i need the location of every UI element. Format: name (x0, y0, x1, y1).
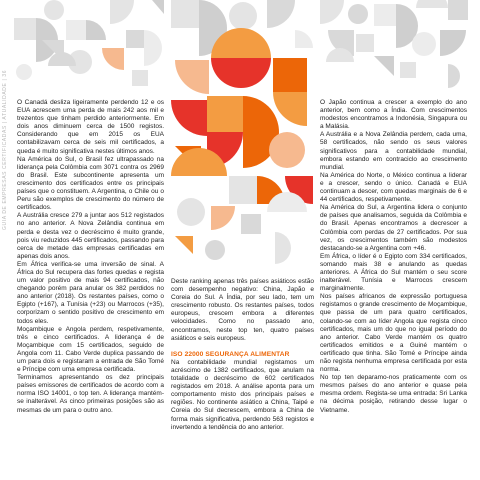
paragraph: O Japão continua a crescer a exemplo do ano anterior, bem como a Índia. Com crescimentos modestos encontramos a Indonésia, Singapura ou a Malásia. (320, 99, 467, 131)
text-column-2 (171, 278, 314, 432)
paragraph: O Canadá desliza ligeiramente perdendo 12 e os EUA acrescem uma perda de mais 242 aos mil e trezentos que tinham perdido anteriormente. Em dois anos diminuem cerca de 1500 registos. Considerando que em 2015 os EUA contabilizavam cerca de seis mil certificados, a queda é muito significativa nestes últimos anos. (17, 99, 164, 155)
paragraph: Na América do Sul, o Brasil fez ultrapassado na liderança pela Colômbia com 3071 contra os 2969 do Brasil. Este subcontinente apresenta um crescimento dos certificados entre os principais países que o constituem. A Argentina, o Chile ou o Peru são exemplos de crescimento do número de certificados. (17, 155, 164, 212)
paragraph: Nos países africanos de expressão portuguesa registamos o grande crescimento de Moçambique, que passa de um para quatro certificados, colando-se com ao líder Angola que regista cinco certificados, mais um do que no igual período do ano anterior. Cabo Verde mantém os quatro certificados emitidos e a Guiné mantém o certificado que tinha. São Tomé e Príncipe ainda não regista nenhuma empresa certificada por esta norma. (320, 293, 467, 374)
paragraph: A Austrália e a Nova Zelândia perdem, cada uma, 58 certificados, não sendo os seus valores significativos para a contabilidade mundial, embora estando em contraciclo ao crescimento mundial. (320, 131, 467, 171)
text-column-3 (320, 99, 467, 415)
decorative-pattern-left (14, 0, 164, 92)
running-header-text: GUIA DE EMPRESAS CERTIFICADAS | ATUALIDADE | (2, 78, 8, 231)
paragraph: Em África verifica-se uma inversão de sinal. A África do Sul recupera das fortes quedas e regista um valor positivo de mais 94 certificados, não chegando porém para anular os 382 perdidos no ano anterior (2018). Os restantes países, como o Egipto (+167), a Tunísia (+23) ou Marrocos (+35), corporizam o sentido positivo de crescimento em todos eles. (17, 260, 164, 325)
text-column-1 (17, 99, 164, 415)
paragraph: Na América do Sul, a Argentina lidera o conjunto de países que analisamos, seguida da Colômbia e do Brasil. Apenas encontramos a decrescer a Colômbia com perdas de 27 certificados. Por sua vez, os crescimentos também são modestos destacando-se a Argentina com +46. (320, 204, 467, 252)
paragraph: Terminamos apresentando os dez principais países emissores de certificados de acordo com a norma ISO 14001, o top ten. A liderança mantém-se inalterável. As cinco primeiras posições são as mesmas de um para o outro ano. (17, 374, 164, 414)
geometric-shapes-right (320, 0, 470, 92)
page-number: 36 (2, 70, 8, 77)
paragraph: No top ten deparamo-nos praticamente com os mesmos países do ano anterior e quase pela mesma ordem. Regista-se uma entrada: Sri Lanka na décima posição, retirando desse lugar o Vietname. (320, 374, 467, 414)
decorative-pattern-right (320, 0, 470, 92)
geometric-shapes-left (14, 0, 164, 92)
decorative-pattern-center (171, 0, 314, 268)
paragraph: Na América do Norte, o México continua a liderar e a crescer, sendo o único. Canadá e EUA continuam a descer, com quedas marginais de 6 e 44 certificados, respetivamente. (320, 171, 467, 204)
paragraph: A Austrália cresce 279 a juntar aos 512 registados no ano anterior. A Nova Zelândia continua em perda e desta vez o decréscimo é muito grande, pois viu reduzidos 445 certificados, passando para cerca de metade das empresas certificadas em apenas dois anos. (17, 212, 164, 260)
running-header (2, 70, 12, 400)
geometric-shapes-center (171, 0, 314, 268)
paragraph: Em África, o líder é o Egipto com 334 certificados, somando mais 38 e anulando as quedas anteriores. A África do Sul mantém o seu score inalterável. Tunísia e Marrocos crescem marginalmente. (320, 252, 467, 293)
section-heading: ISO 22000 SEGURANÇA ALIMENTAR (171, 350, 290, 358)
paragraph: Na contabilidade mundial registamos um acréscimo de 1382 certificados, que anulam na totalidade o decréscimo de 602 certificados registados em 2018. A análise aponta para um comportamento misto dos principais países e regiões. No continente asiático a China, Taipé e Coreia do Sul decrescem, embora a China de forma mais significativa, perdendo 563 registos e invertendo a tendência do ano anterior. (171, 358, 314, 431)
paragraph: Moçambique e Angola perdem, respetivamente, três e cinco certificados. A liderança é de Moçambique com 15 certificados, seguido de Angola com 11. Cabo Verde duplica passando de um para dois e registaram a entrada de São Tomé e Príncipe com uma empresa certificada. (17, 325, 164, 374)
paragraph: Deste ranking apenas três países asiáticos estão com desempenho negativo: China, Japão e Coreia do Sul. A Índia, por seu lado, tem um crescimento robusto. Os restantes países, todos europeus, crescem embora a diferentes velocidades. Como no passado ano, encontramos, neste top ten, quatro países asiáticos e seis europeus. (171, 278, 314, 342)
